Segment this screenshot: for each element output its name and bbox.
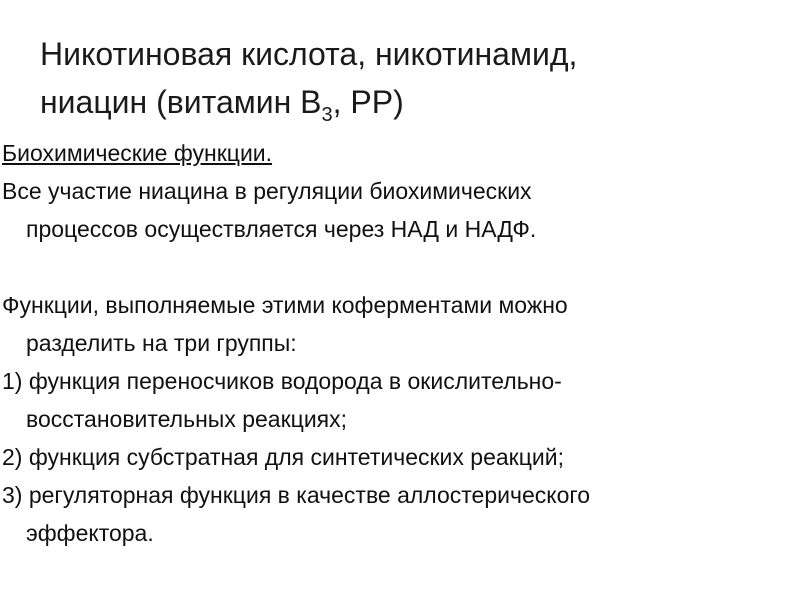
slide-body: [2, 134, 792, 552]
paragraph-1-line-1: Все участие ниацина в регуляции биохимических: [2, 178, 532, 204]
title-line-2-suffix: , РР): [332, 84, 404, 120]
title-line-2: [40, 78, 780, 139]
title-line-2-prefix: ниацин (витамин В: [40, 84, 322, 120]
paragraph-2-line-2: разделить на три группы:: [26, 330, 297, 356]
list-item-3-line-2: эффектора.: [26, 520, 154, 546]
list-item-2-line-1: 2) функция субстратная для синтетических реакций;: [2, 444, 564, 470]
title-subscript: 3: [321, 104, 333, 126]
list-item-3-line-1: 3) регуляторная функция в качестве аллостерического: [2, 482, 591, 508]
paragraph-2-line-1: Функции, выполняемые этими коферментами можно: [2, 292, 568, 318]
title-line-1: Никотиновая кислота, никотинамид,: [40, 36, 578, 72]
section-heading: Биохимические функции.: [2, 140, 273, 166]
list-item-1-line-2: восстановительных реакциях;: [26, 406, 348, 432]
slide-title: [40, 30, 780, 139]
paragraph-1-line-2: процессов осуществляется через НАД и НАДФ.: [26, 216, 537, 242]
list-item-1-line-1: 1) функция переносчиков водорода в окислительно-: [2, 368, 562, 394]
spacer: [2, 248, 792, 286]
